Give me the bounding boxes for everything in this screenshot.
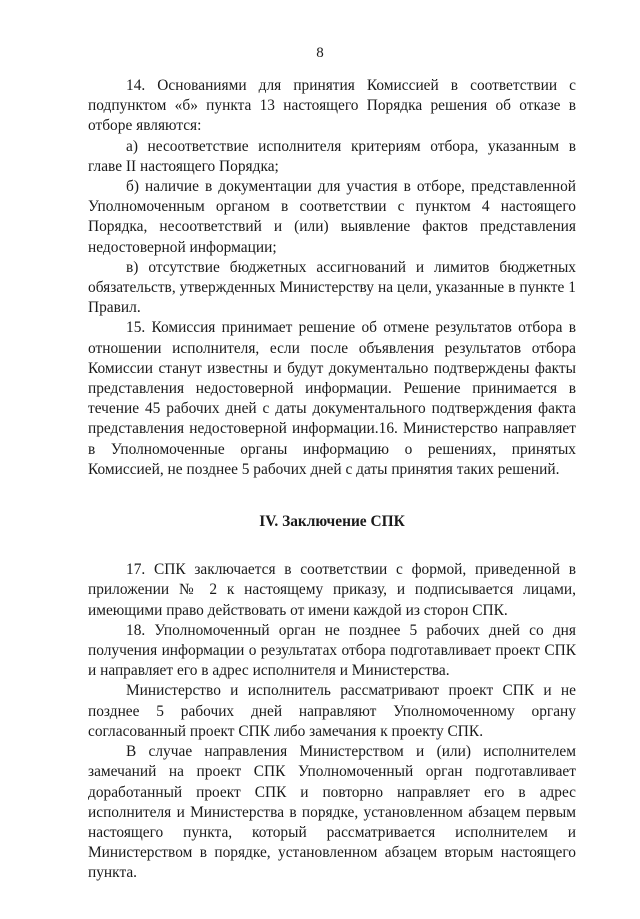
document-body [88, 76, 576, 884]
section-title: IV. Заключение СПК [259, 513, 405, 531]
paragraph-14: 14. Основаниями для принятия Комиссией в соответствии с подпунктом «б» пункта 13 настоящего Порядка решения об отказе в отборе являются: [88, 77, 576, 135]
page-number: 8 [316, 45, 324, 61]
paragraph-18: 18. Уполномоченный орган не позднее 5 рабочих дней со дня получения информации о результатах отбора подготавливает проект СПК и направляет его в адрес исполнителя и Министерства. [88, 621, 576, 680]
paragraph-18-3: В случае направления Министерством и (или) исполнителем замечаний на проект СПК Уполномоченный орган подготавливает доработанный проект СПК и повторно направляет его в адрес исполнителя и Министерства в порядке, установленном абзацем первым настоящего пункта, который рассматривается исполнителем и Министерством в порядке, установленном абзацем вторым настоящего пункта. [88, 743, 576, 882]
paragraph-18-2: Министерство и исполнитель рассматривают проект СПК и не позднее 5 рабочих дней направляют Уполномоченному органу согласованный проект СПК либо замечания к проекту СПК. [88, 682, 576, 740]
paragraph-14-b: б) наличие в документации для участия в отборе, представленной Уполномоченным органом в соответствии с пунктом 4 настоящего Порядка, несоответствий и (или) выявление фактов представления недостоверной информации; [88, 178, 576, 256]
paragraph-15: 15. Комиссия принимает решение об отмене результатов отбора в отношении исполнителя, если после объявления результатов отбора Комиссии станут известны и будут документально подтверждены факты представления недостоверной информации. Решение принимается в течение 45 рабочих дней с даты документального подтверждения факта представления недостоверной информации.16. Министерство направляет в Уполномоченные органы информацию о решениях, принятых Комиссией, не позднее 5 рабочих дней с даты принятия таких решений. [88, 319, 576, 478]
spacer [88, 532, 576, 560]
paragraph-14-a: а) несоответствие исполнителя критериям отбора, указанным в главе II настоящего Порядка; [88, 137, 576, 175]
spacer [88, 480, 576, 512]
paragraph-17: 17. СПК заключается в соответствии с формой, приведенной в приложении № 2 к настоящему приказу, и подписывается лицами, имеющими право действовать от имени каждой из сторон СПК. [88, 561, 576, 619]
paragraph-14-v: в) отсутствие бюджетных ассигнований и лимитов бюджетных обязательств, утвержденных Министерству на цели, указанные в пункте 1 Правил. [88, 258, 576, 317]
